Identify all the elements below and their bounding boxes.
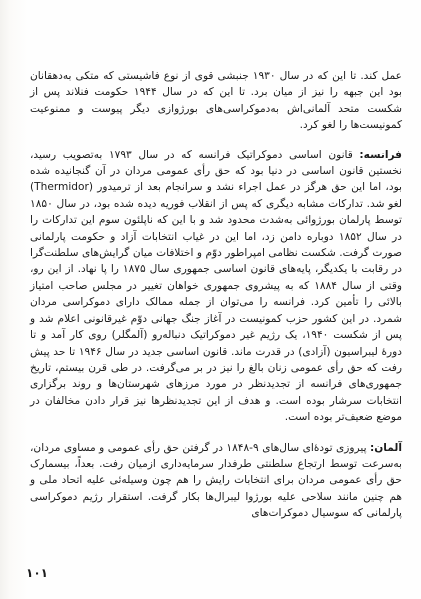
paragraph-france xyxy=(30,147,402,426)
paragraph-text: عمل کند. تا این که در سال ۱۹۳۰ جنبشی قوی از نوع فاشیستی که متکی به‌دهقانان بود این جبهه را نیز از میان برد. تا این که در سال ۱۹۴۴ حکومت فنلاند پس از شکست متحد آلمانی‌اش به‌دموکراسی‌های بورژوازی دیگر پیوست و ممنوعیت کمونیست‌ها را لغو کرد. xyxy=(30,70,402,132)
paragraph-germany xyxy=(30,440,402,522)
paragraph-heading-france: فرانسه: xyxy=(359,148,402,161)
page-number: ۱۰۱ xyxy=(26,566,48,580)
paragraph-heading-germany: آلمان: xyxy=(370,441,402,454)
paragraph-text: پیروزی تودهٔ‌ای سال‌های ۹-۱۸۴۸ در گرفتن حق رأی عمومی و مساوی مردان، به‌سرعت توسط ارتجاع سلطنتی طرفدار سرمایه‌داری ازمیان رفت. بعداً، بیسمارک حق رأی عمومی مردان برای انتخابات رایش را هم چون وسیله‌ئی علیه اتحاد ملی و هم چنین مانند سلاحی علیه بورژوا لیبرال‌ها بکار گرفت. استقرار رژیم دموکراسی پارلمانی که سوسیال دموکرات‌های xyxy=(30,441,402,520)
paragraph-text: قانون اساسی دموکراتیک فرانسه که در سال ۱۷۹۳ به‌تصویب رسید، نخستین قانون اساسی در دنیا بود که حق رأی عمومی مردان در آن گنجانیده شده بود، اما این حق هرگز در عمل اجراء نشد و سرانجام بعد از ترمیدور (Thermidor) لغو شد. تدارکات مشابه دیگری که پس از انقلاب فوریه دیده شده بود، در سال ۱۸۵۰ توسط پارلمان بورژوائی به‌شدت محدود شد و با این که ناپلئون سوم این تدارکات را در سال ۱۸۵۲ دوباره دامن زد، اما این در غیاب انتخابات آزاد و حکومت پارلمانی صورت گرفت. شکست نظامی امپراطور دوّم و اختلافات میان گرایش‌های سلطنت‌گرا در رقابت با یکدیگر، پایه‌های قانون اساسی جمهوری سال ۱۸۷۵ را پا نهاد. از این رو، وقتی از سال ۱۸۸۴ که به پیشروی جمهوری خواهان تغییر در مجلس صاحب امتیاز بالائی را تأمین کرد. فرانسه را می‌توان از جمله ممالک دارای دموکراسی مردان شمرد. در این کشور حزب کمونیست در آغاز جنگ جهانی دوّم غیرقانونی اعلام شد و پس از شکست ۱۹۴۰، یک رژیم غیر دموکراتیک دنباله‌رو (آلمگلر) روی کار آمد و تا دورهٔ لیبراسیون (آزادی) در قدرت ماند. قانون اساسی جدید در سال ۱۹۴۶ تا حد پیش رفت که حق رأی عمومی زنان بالغ را نیز در بر می‌گرفت. در طی قرن بیستم، تاریخ جمهوری‌های فرانسه از تجدیدنظر در مورد مرزهای شهرستان‌ها و روند برگزاری انتخابات سرشار بوده است. و هدف از این تجدیدنظرها نیز قرار دادن مخالفان در موضع ضعیف‌تر بوده است. xyxy=(30,148,402,424)
body-text xyxy=(30,68,402,536)
paragraph-finland-continued xyxy=(30,68,402,134)
